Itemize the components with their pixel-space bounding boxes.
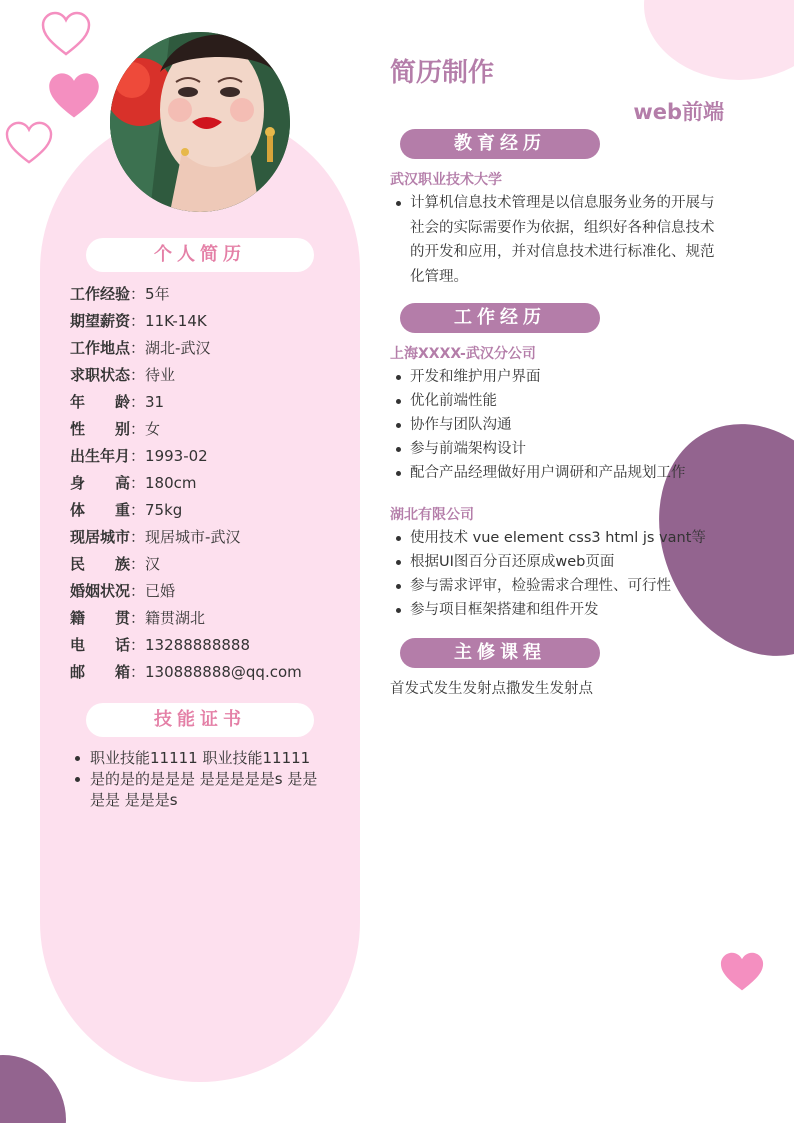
info-colon: ： [130, 636, 146, 654]
info-label-char: 年 [70, 393, 86, 411]
info-label [70, 634, 130, 661]
info-row-location [70, 337, 330, 364]
info-label [70, 391, 130, 418]
info-label-char: 话 [114, 636, 130, 654]
info-value: 现居城市-武汉 [145, 528, 241, 546]
info-label-char: 族 [114, 555, 130, 573]
list-item: 配合产品经理做好用户调研和产品规划工作 [390, 461, 725, 485]
heart-filled-icon [718, 950, 766, 994]
info-label-char: 电 [70, 636, 86, 654]
info-label-char: 别 [114, 420, 130, 438]
company-name: 上海XXXX-武汉分公司 [390, 346, 536, 362]
profile-section-title: 个人简历 [86, 238, 314, 272]
info-label: 期望薪资 [70, 312, 131, 330]
info-label-char: 高 [114, 474, 130, 492]
info-row-gender [70, 418, 330, 445]
info-colon: ： [130, 663, 146, 681]
info-colon: ： [130, 474, 146, 492]
info-value: 籍贯湖北 [145, 609, 206, 627]
info-label-char: 体 [70, 501, 86, 519]
list-item: 参与项目框架搭建和组件开发 [390, 598, 725, 622]
page-title: 简历制作 [390, 58, 495, 88]
info-colon: ： [130, 501, 146, 519]
info-label: 工作地点 [70, 339, 131, 357]
work-duties-list [390, 365, 725, 485]
info-label-char: 重 [114, 501, 130, 519]
info-value: 11K-14K [145, 312, 207, 330]
info-colon: ： [130, 366, 146, 384]
company-name: 湖北有限公司 [390, 507, 474, 523]
skills-list [70, 748, 325, 811]
info-row-phone [70, 634, 330, 661]
info-label-char: 性 [70, 420, 86, 438]
info-label [70, 499, 130, 526]
education-list [390, 191, 725, 289]
list-item: 是的是的是是是 是是是是是s 是是是是 是是是s [70, 769, 325, 811]
info-colon: ： [130, 420, 146, 438]
info-value: 女 [145, 420, 161, 438]
info-value: 13288888888 [145, 636, 250, 654]
info-colon: ： [130, 285, 146, 303]
info-label-char: 身 [70, 474, 86, 492]
skills-section-title: 技能证书 [86, 703, 314, 737]
list-item: 优化前端性能 [390, 389, 725, 413]
info-row-hometown [70, 607, 330, 634]
list-item: 参与需求评审，检验需求合理性、可行性 [390, 574, 725, 598]
info-colon: ： [130, 339, 146, 357]
profile-info-list [70, 283, 330, 688]
info-value: 已婚 [145, 582, 176, 600]
info-label: 现居城市 [70, 528, 131, 546]
position-title: web前端 [633, 100, 724, 124]
info-row-age [70, 391, 330, 418]
info-value: 5年 [145, 285, 170, 303]
info-row-marital [70, 580, 330, 607]
info-label [70, 661, 130, 688]
avatar [110, 32, 290, 212]
school-name: 武汉职业技术大学 [390, 172, 502, 188]
info-row-ethnicity [70, 553, 330, 580]
decorative-blob-bottom-left [0, 1055, 66, 1123]
info-label-char: 民 [70, 555, 86, 573]
courses-section-title: 主修课程 [400, 638, 600, 668]
info-label-char: 箱 [114, 663, 130, 681]
info-value: 180cm [145, 474, 197, 492]
info-colon: ： [130, 312, 146, 330]
heart-outline-icon [4, 120, 54, 166]
info-label: 婚姻状况 [70, 582, 131, 600]
list-item: 参与前端架构设计 [390, 437, 725, 461]
heart-outline-icon [40, 10, 92, 58]
info-value: 75kg [145, 501, 183, 519]
list-item: 开发和维护用户界面 [390, 365, 725, 389]
info-colon: ： [130, 447, 146, 465]
info-value: 1993-02 [145, 447, 208, 465]
info-label [70, 607, 130, 634]
info-row-city [70, 526, 330, 553]
info-colon: ： [130, 393, 146, 411]
work-section-title: 工作经历 [400, 303, 600, 333]
portrait-photo-icon [110, 32, 290, 212]
info-row-birth [70, 445, 330, 472]
info-value: 130888888@qq.com [145, 663, 302, 681]
list-item: 根据UI图百分百还原成web页面 [390, 550, 725, 574]
info-label-char: 籍 [70, 609, 86, 627]
info-value: 湖北-武汉 [145, 339, 211, 357]
info-label: 工作经验 [70, 285, 131, 303]
info-colon: ： [130, 528, 146, 546]
list-item: 协作与团队沟通 [390, 413, 725, 437]
info-row-experience [70, 283, 330, 310]
list-item: 使用技术 vue element css3 html js vant等 [390, 526, 725, 550]
info-value: 汉 [145, 555, 161, 573]
info-colon: ： [130, 555, 146, 573]
info-row-status [70, 364, 330, 391]
info-label [70, 472, 130, 499]
info-row-email [70, 661, 330, 688]
info-value: 31 [145, 393, 165, 411]
education-section-title: 教育经历 [400, 129, 600, 159]
info-row-weight [70, 499, 330, 526]
info-label: 求职状态 [70, 366, 131, 384]
work-duties-list [390, 526, 725, 622]
info-label-char: 龄 [114, 393, 130, 411]
courses-text: 首发式发生发射点撒发生发射点 [390, 681, 593, 697]
info-value: 待业 [145, 366, 176, 384]
info-row-height [70, 472, 330, 499]
info-label [70, 553, 130, 580]
info-colon: ： [130, 582, 146, 600]
info-row-salary [70, 310, 330, 337]
info-label: 出生年月 [70, 447, 131, 465]
info-colon: ： [130, 609, 146, 627]
heart-filled-icon [46, 70, 102, 122]
list-item: 计算机信息技术管理是以信息服务业务的开展与社会的实际需要作为依据，组织好各种信息技术的开发和应用，并对信息技术进行标准化、规范化管理。 [390, 191, 725, 289]
info-label [70, 418, 130, 445]
info-label-char: 贯 [114, 609, 130, 627]
list-item: 职业技能11111 职业技能11111 [70, 748, 325, 769]
decorative-blob-top-right [644, 0, 794, 80]
info-label-char: 邮 [70, 663, 86, 681]
